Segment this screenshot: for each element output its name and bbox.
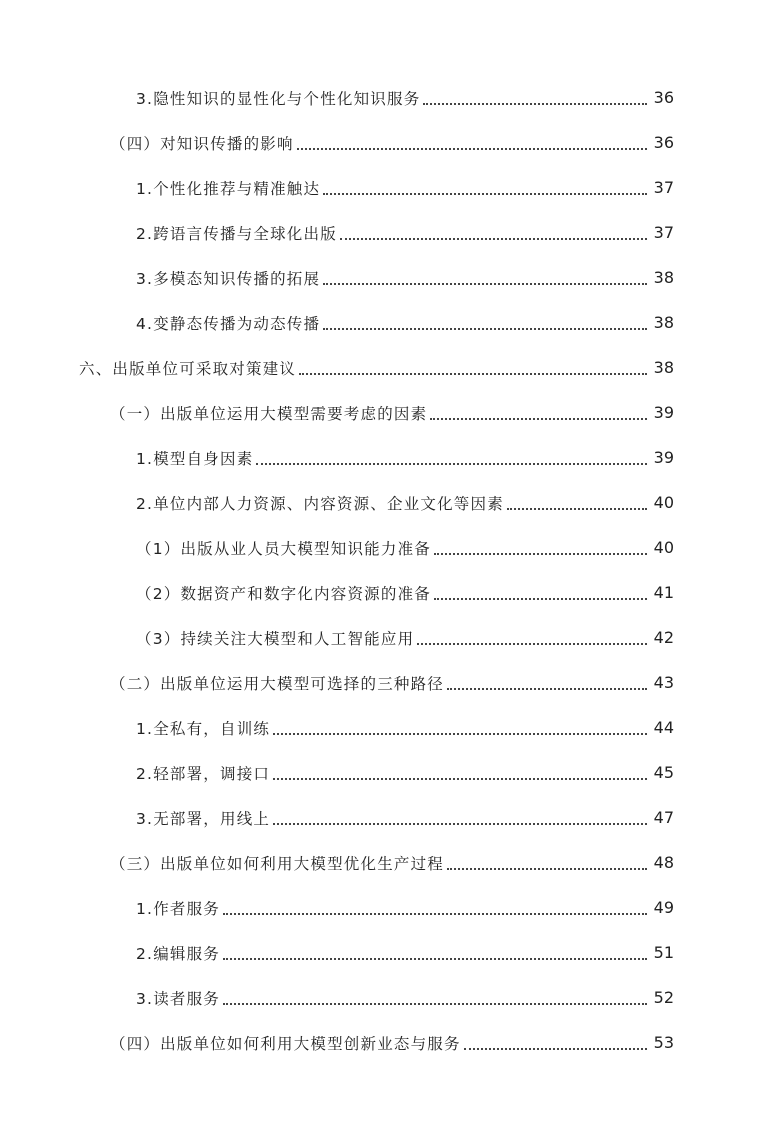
toc-entry-label: 1.个性化推荐与精准触达 bbox=[136, 179, 321, 198]
toc-page-number: 53 bbox=[653, 1033, 674, 1052]
toc-label-wrap bbox=[136, 87, 650, 109]
toc-dot-leader bbox=[297, 133, 647, 151]
toc-label-wrap bbox=[136, 627, 650, 649]
toc-entry[interactable] bbox=[0, 120, 770, 165]
toc-entry-label: 3.多模态知识传播的拓展 bbox=[136, 269, 321, 288]
toc-label-wrap bbox=[79, 357, 650, 379]
toc-entry[interactable] bbox=[0, 75, 770, 120]
toc-entry-label: 3.无部署，用线上 bbox=[136, 809, 271, 828]
toc-page-number: 47 bbox=[653, 808, 674, 827]
toc-entry-label: 4.变静态传播为动态传播 bbox=[136, 314, 321, 333]
toc-entry[interactable] bbox=[0, 1020, 770, 1065]
toc-entry[interactable] bbox=[0, 615, 770, 660]
toc-dot-leader bbox=[323, 178, 647, 196]
toc-entry[interactable] bbox=[0, 525, 770, 570]
toc-page-number: 39 bbox=[653, 448, 674, 467]
toc-page-number: 37 bbox=[653, 178, 674, 197]
toc-dot-leader bbox=[223, 943, 647, 961]
table-of-contents bbox=[0, 75, 770, 1065]
toc-entry[interactable] bbox=[0, 885, 770, 930]
toc-label-wrap bbox=[136, 267, 650, 289]
toc-dot-leader bbox=[434, 538, 647, 556]
toc-label-wrap bbox=[110, 852, 650, 874]
toc-entry[interactable] bbox=[0, 435, 770, 480]
toc-dot-leader bbox=[223, 898, 647, 916]
toc-label-wrap bbox=[136, 942, 650, 964]
toc-entry-label: （2）数据资产和数字化内容资源的准备 bbox=[136, 584, 431, 603]
toc-page-number: 51 bbox=[653, 943, 674, 962]
toc-dot-leader bbox=[447, 673, 647, 691]
toc-entry[interactable] bbox=[0, 165, 770, 210]
toc-label-wrap bbox=[136, 807, 650, 829]
toc-label-wrap bbox=[110, 672, 650, 694]
toc-label-wrap bbox=[110, 1032, 650, 1054]
toc-page-number: 38 bbox=[653, 268, 674, 287]
toc-page-number: 42 bbox=[653, 628, 674, 647]
toc-entry-label: 六、出版单位可采取对策建议 bbox=[79, 359, 297, 378]
toc-dot-leader bbox=[299, 358, 647, 376]
toc-entry-label: （三）出版单位如何利用大模型优化生产过程 bbox=[110, 854, 445, 873]
toc-entry-label: （1）出版从业人员大模型知识能力准备 bbox=[136, 539, 431, 558]
toc-entry-label: 2.编辑服务 bbox=[136, 944, 220, 963]
toc-entry-label: 3.读者服务 bbox=[136, 989, 220, 1008]
toc-dot-leader bbox=[223, 988, 647, 1006]
toc-entry-label: （3）持续关注大模型和人工智能应用 bbox=[136, 629, 415, 648]
toc-page-number: 48 bbox=[653, 853, 674, 872]
toc-page-number: 38 bbox=[653, 358, 674, 377]
toc-page-number: 38 bbox=[653, 313, 674, 332]
toc-label-wrap bbox=[110, 402, 650, 424]
toc-label-wrap bbox=[136, 582, 650, 604]
toc-entry-label: 2.单位内部人力资源、内容资源、企业文化等因素 bbox=[136, 494, 504, 513]
toc-page-number: 41 bbox=[653, 583, 674, 602]
toc-entry[interactable] bbox=[0, 930, 770, 975]
toc-label-wrap bbox=[110, 132, 650, 154]
toc-entry-label: 2.轻部署，调接口 bbox=[136, 764, 271, 783]
toc-entry[interactable] bbox=[0, 390, 770, 435]
toc-label-wrap bbox=[136, 717, 650, 739]
toc-page-number: 40 bbox=[653, 538, 674, 557]
toc-page-number: 45 bbox=[653, 763, 674, 782]
toc-dot-leader bbox=[273, 808, 647, 826]
toc-entry[interactable] bbox=[0, 570, 770, 615]
toc-page-number: 36 bbox=[653, 133, 674, 152]
toc-entry-label: （二）出版单位运用大模型可选择的三种路径 bbox=[110, 674, 445, 693]
toc-dot-leader bbox=[340, 223, 647, 241]
toc-dot-leader bbox=[423, 88, 647, 106]
toc-dot-leader bbox=[256, 448, 647, 466]
toc-entry[interactable] bbox=[0, 345, 770, 390]
toc-dot-leader bbox=[464, 1033, 647, 1051]
toc-dot-leader bbox=[323, 268, 647, 286]
toc-entry-label: （一）出版单位运用大模型需要考虑的因素 bbox=[110, 404, 428, 423]
toc-entry-label: 1.模型自身因素 bbox=[136, 449, 254, 468]
toc-label-wrap bbox=[136, 537, 650, 559]
toc-entry-label: 1.作者服务 bbox=[136, 899, 220, 918]
toc-dot-leader bbox=[417, 628, 647, 646]
toc-label-wrap bbox=[136, 312, 650, 334]
toc-entry[interactable] bbox=[0, 255, 770, 300]
toc-dot-leader bbox=[434, 583, 647, 601]
toc-entry[interactable] bbox=[0, 300, 770, 345]
toc-page-number: 44 bbox=[653, 718, 674, 737]
toc-dot-leader bbox=[323, 313, 647, 331]
toc-entry-label: （四）对知识传播的影响 bbox=[110, 134, 294, 153]
toc-label-wrap bbox=[136, 762, 650, 784]
toc-entry[interactable] bbox=[0, 795, 770, 840]
toc-dot-leader bbox=[273, 718, 647, 736]
toc-label-wrap bbox=[136, 987, 650, 1009]
toc-entry[interactable] bbox=[0, 660, 770, 705]
toc-page-number: 36 bbox=[653, 88, 674, 107]
toc-entry[interactable] bbox=[0, 480, 770, 525]
toc-label-wrap bbox=[136, 222, 650, 244]
toc-entry-label: 3.隐性知识的显性化与个性化知识服务 bbox=[136, 89, 421, 108]
toc-entry-label: （四）出版单位如何利用大模型创新业态与服务 bbox=[110, 1034, 461, 1053]
toc-label-wrap bbox=[136, 897, 650, 919]
toc-dot-leader bbox=[273, 763, 647, 781]
toc-entry[interactable] bbox=[0, 705, 770, 750]
toc-entry[interactable] bbox=[0, 210, 770, 255]
toc-page-number: 49 bbox=[653, 898, 674, 917]
toc-label-wrap bbox=[136, 492, 650, 514]
toc-dot-leader bbox=[447, 853, 647, 871]
toc-page-number: 37 bbox=[653, 223, 674, 242]
toc-dot-leader bbox=[507, 493, 647, 511]
toc-entry-label: 1.全私有，自训练 bbox=[136, 719, 271, 738]
toc-entry[interactable] bbox=[0, 840, 770, 885]
toc-page-number: 52 bbox=[653, 988, 674, 1007]
toc-label-wrap bbox=[136, 177, 650, 199]
toc-entry[interactable] bbox=[0, 750, 770, 795]
toc-page-number: 40 bbox=[653, 493, 674, 512]
toc-entry[interactable] bbox=[0, 975, 770, 1020]
toc-page-number: 39 bbox=[653, 403, 674, 422]
toc-page-number: 43 bbox=[653, 673, 674, 692]
toc-entry-label: 2.跨语言传播与全球化出版 bbox=[136, 224, 337, 243]
toc-dot-leader bbox=[430, 403, 647, 421]
toc-label-wrap bbox=[136, 447, 650, 469]
